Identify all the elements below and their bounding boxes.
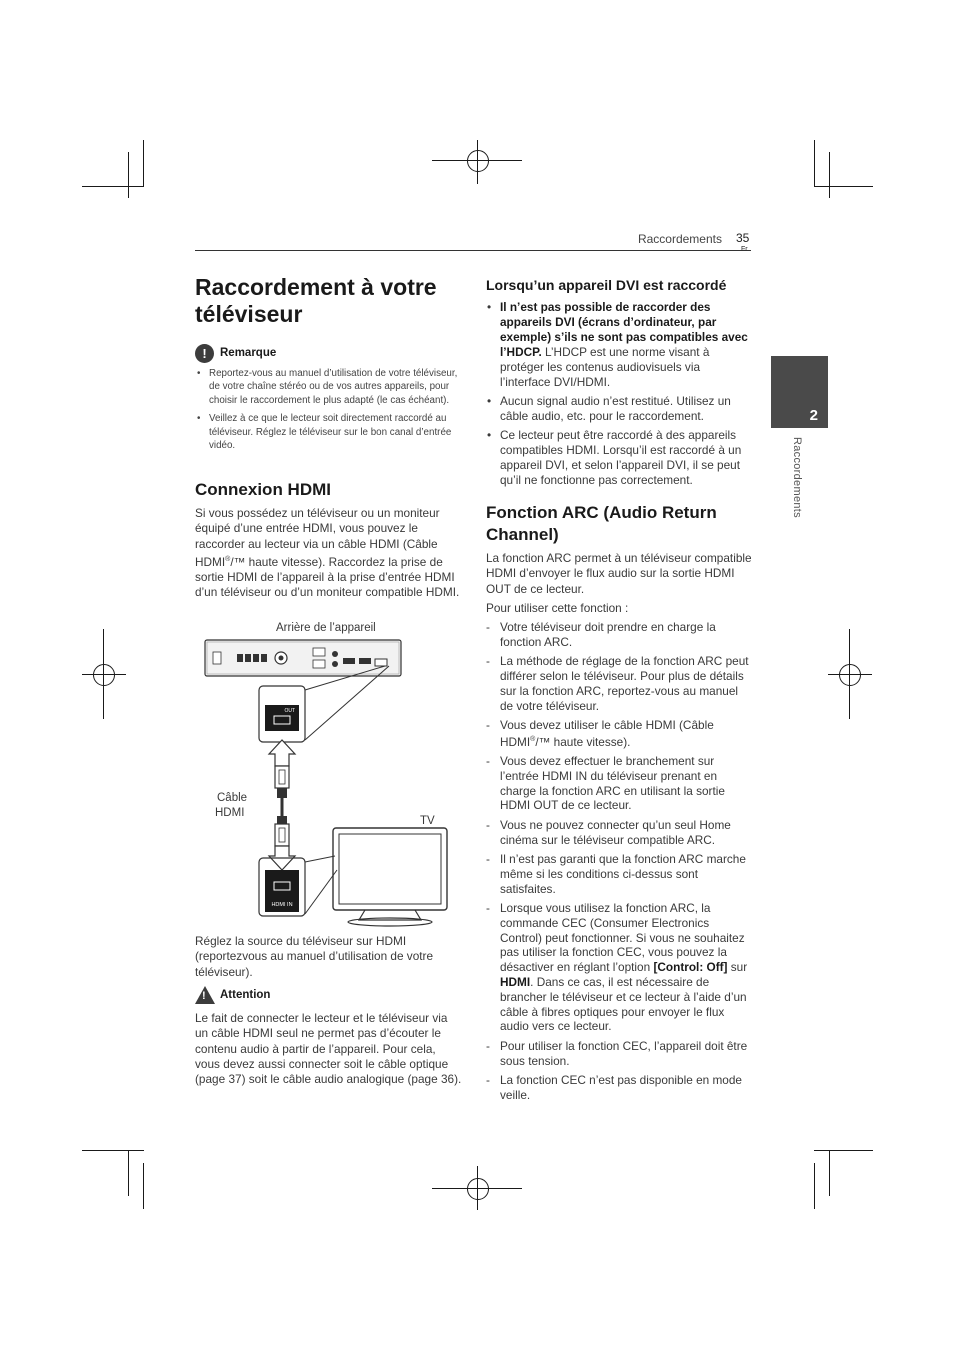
player-rear-panel: [205, 640, 401, 676]
attention-heading: [195, 985, 270, 1005]
dvi-list: [486, 300, 752, 492]
svg-text:OUT: OUT: [284, 708, 295, 714]
chapter-number: 2: [809, 407, 818, 424]
dvi-item: • Aucun signal audio n’est restitué. Utilisez un câble audio, etc. pour le raccordement.: [486, 394, 752, 424]
arc-intro: La fonction ARC permet à un téléviseur compatible HDMI d’envoyer le flux audio sur la sortie HDMI OUT de ce lecteur.: [486, 551, 752, 596]
note-heading: [195, 343, 276, 363]
svg-text:HDMI IN: HDMI IN: [271, 902, 293, 908]
hdmi-out-callout: [259, 686, 305, 742]
page-number: 35: [736, 231, 750, 245]
arc-requirements-list: [486, 620, 752, 1107]
arc-item: - Vous ne pouvez connecter qu’un seul Home cinéma sur le téléviseur compatible ARC.: [486, 818, 752, 848]
exclamation-icon: !: [195, 344, 214, 363]
attention-title: Attention: [220, 989, 271, 1001]
arc-heading: Fonction ARC (Audio Return Channel): [486, 503, 717, 544]
arc-item: - Lorsque vous utilisez la fonction ARC, la commande CEC (Consumer Electronics Control) peut fonctionner. Si vous ne souhaitez pas utiliser la fonction CEC, vous pouvez la désactiver en réglant l’option [Control: Off] sur HDMI. Dans ce cas, il est nécessaire de brancher le téléviseur et ce lecteur à l’aide d’un câble à fibres optiques pour envoyer le flux audio vers ce lecteur.: [486, 901, 752, 1034]
dvi-item: • Ce lecteur peut être raccordé à des appareils compatibles HDMI. Lorsqu’il est raccordé à un appareil DVI, et selon l’appareil DVI, il se peut qu’il ne fonctionne pas correctement.: [486, 428, 752, 488]
cable-label-line1: Câble: [217, 792, 248, 804]
note-item: • Reportez-vous au manuel d’utilisation de votre téléviseur, de votre chaîne stéréo ou de vos autres appareils, pour choisir le raccordement le plus adapté (le cas échéant).: [195, 367, 463, 407]
rear-panel-label: Arrière de l’appareil: [276, 622, 376, 634]
hdmi-heading: Connexion HDMI: [195, 480, 331, 499]
page-title: Raccordement à votre téléviseur: [195, 274, 437, 327]
header-rule: [195, 250, 751, 251]
arc-item: - Pour utiliser la fonction CEC, l’appareil doit être sous tension.: [486, 1039, 752, 1069]
note-title: Remarque: [220, 347, 277, 359]
cable-label-line2: HDMI: [215, 807, 245, 819]
tv-drawing: [305, 828, 447, 926]
arc-item: - Votre téléviseur doit prendre en charge la fonction ARC.: [486, 620, 752, 650]
arc-item: - Il n’est pas garanti que la fonction ARC marche même si les conditions ci-dessus sont satisfaites.: [486, 852, 752, 896]
warning-triangle-icon: !: [195, 986, 215, 1004]
running-header-section: Raccordements: [637, 232, 722, 246]
arc-item: - Vous devez utiliser le câble HDMI (Câble HDMI®/™ haute vitesse).: [486, 718, 752, 750]
arc-item: - La fonction CEC n’est pas disponible en mode veille.: [486, 1073, 752, 1103]
chapter-tab: [771, 356, 828, 428]
tv-label: TV: [420, 815, 435, 827]
tv-source-instruction: Réglez la source du téléviseur sur HDMI (reportezvous au manuel d’utilisation de votre téléviseur).: [195, 934, 434, 979]
note-list: [195, 367, 463, 452]
dvi-heading: Lorsqu’un appareil DVI est raccordé: [486, 277, 727, 293]
chapter-side-label: Raccordements: [791, 437, 803, 518]
dvi-item: • Il n’est pas possible de raccorder des appareils DVI (écrans d’ordinateur, par exemple) s’ils ne sont pas compatibles avec l’HDCP. L’HDCP est une norme visant à protéger les contenus audiovisuels via l’interface DVI/HDMI.: [486, 300, 752, 390]
arc-item: - Vous devez effectuer le branchement sur l’entrée HDMI IN du téléviseur prenant en charge la fonction ARC en utilisant la sortie HDMI OUT de ce lecteur.: [486, 754, 752, 813]
note-item: • Veillez à ce que le lecteur soit directement raccordé au téléviseur. Réglez le téléviseur sur le bon canal d’entrée vidéo.: [195, 412, 463, 452]
connection-diagram: [195, 630, 465, 930]
arc-usage: Pour utiliser cette fonction :: [486, 601, 629, 615]
attention-text: Le fait de connecter le lecteur et le téléviseur via un câble HDMI seul ne permet pas d’écouter le contenu audio à partir de l’appareil. Pour cela, vous devez aussi connecter soit le câble optique (page 37) soit le câble audio analogique (page 36).: [195, 1011, 462, 1087]
hdmi-intro: Si vous possédez un téléviseur ou un moniteur équipé d’une entrée HDMI, vous pouvez le raccorder au lecteur via un câble HDMI (Câble HDMI®/™ haute vitesse). Raccordez la prise de sortie HDMI de l’appareil à la prise d’entrée HDMI d’un téléviseur ou d’un moniteur compatible HDMI.: [195, 506, 460, 600]
arc-item: - La méthode de réglage de la fonction ARC peut différer selon le téléviseur. Pour plus de détails sur la fonction ARC, reportez-vous au manuel de votre téléviseur.: [486, 654, 752, 713]
